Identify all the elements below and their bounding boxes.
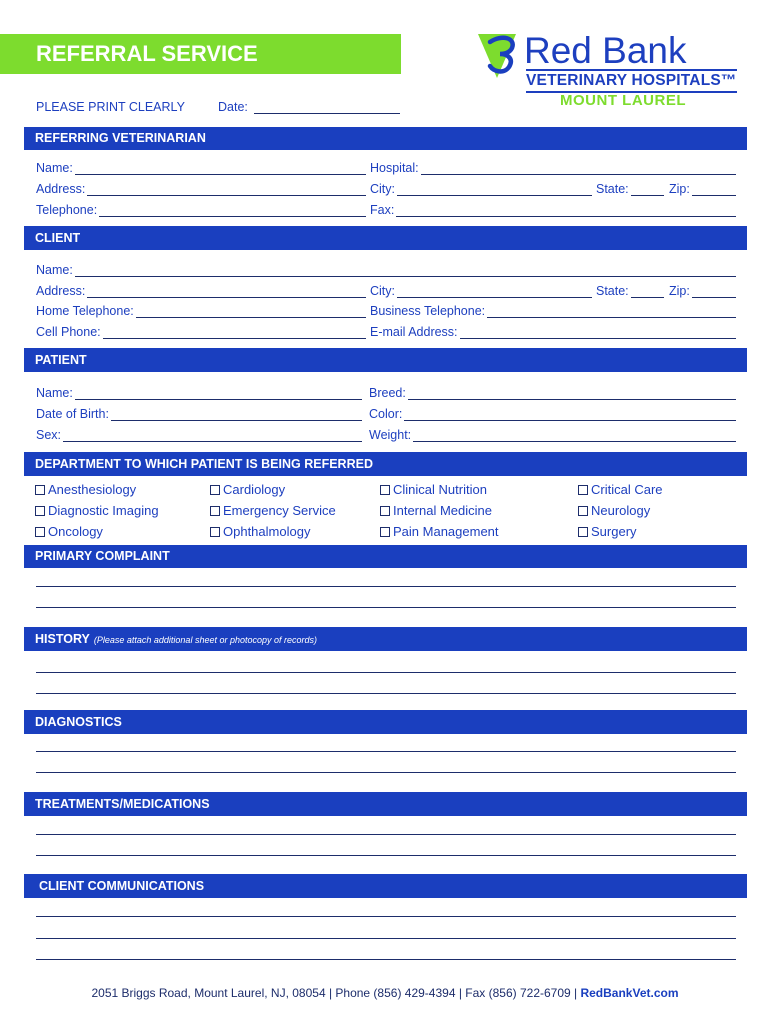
client-state-field[interactable]: [596, 282, 664, 298]
dept-diagnostic-imaging-checkbox[interactable]: [35, 503, 159, 518]
rv-address-field[interactable]: [36, 180, 366, 196]
client-name-label: Name:: [36, 263, 73, 277]
logo-location: MOUNT LAUREL: [560, 92, 686, 109]
client-cell-field[interactable]: [36, 323, 366, 339]
section-primary-complaint: PRIMARY COMPLAINT: [24, 545, 747, 568]
checkbox-icon[interactable]: [578, 485, 588, 495]
rv-city-label: City:: [370, 182, 395, 196]
client-home-tel-label: Home Telephone:: [36, 304, 134, 318]
footer-website-link[interactable]: RedBankVet.com: [580, 986, 679, 1000]
checkbox-icon[interactable]: [578, 527, 588, 537]
dept-clinical-nutrition-checkbox[interactable]: [380, 482, 487, 497]
rv-name-field[interactable]: [36, 159, 366, 175]
section-treatments: TREATMENTS/MEDICATIONS: [24, 792, 747, 816]
client-home-tel-field[interactable]: [36, 302, 366, 318]
section-client-communications: CLIENT COMMUNICATIONS: [24, 874, 747, 898]
rv-city-field[interactable]: [370, 180, 592, 196]
client-address-field[interactable]: [36, 282, 366, 298]
patient-name-label: Name:: [36, 386, 73, 400]
client-zip-label: Zip:: [669, 284, 690, 298]
patient-sex-label: Sex:: [36, 428, 62, 442]
section-diagnostics: DIAGNOSTICS: [24, 710, 747, 734]
section-client: CLIENT: [24, 226, 747, 250]
checkbox-icon[interactable]: [35, 506, 45, 516]
patient-dob-label: Date of Birth:: [36, 407, 109, 421]
treatments-line[interactable]: [36, 855, 736, 856]
history-note: (Please attach additional sheet or photocopy of records): [93, 635, 318, 645]
rv-telephone-label: Telephone:: [36, 203, 98, 217]
patient-sex-field[interactable]: [36, 426, 362, 442]
diagnostics-line[interactable]: [36, 751, 736, 752]
client-cell-label: Cell Phone:: [36, 325, 101, 339]
form-title: REFERRAL SERVICE: [0, 34, 401, 74]
client-city-label: City:: [370, 284, 395, 298]
rv-telephone-field[interactable]: [36, 201, 366, 217]
checkbox-icon[interactable]: [210, 506, 220, 516]
client-state-label: State:: [596, 284, 629, 298]
client-address-label: Address:: [36, 284, 86, 298]
dept-cardiology-checkbox[interactable]: [210, 482, 285, 497]
client-comm-line[interactable]: [36, 959, 736, 960]
section-history: [24, 627, 747, 651]
dept-label: Neurology: [591, 503, 651, 518]
footer: [0, 986, 770, 1000]
rv-zip-field[interactable]: [669, 180, 736, 196]
client-business-tel-field[interactable]: [370, 302, 736, 318]
dept-anesthesiology-checkbox[interactable]: [35, 482, 136, 497]
date-label: Date:: [218, 100, 248, 114]
rv-state-field[interactable]: [596, 180, 664, 196]
dept-label: Surgery: [591, 524, 637, 539]
treatments-line[interactable]: [36, 834, 736, 835]
checkbox-icon[interactable]: [35, 527, 45, 537]
checkbox-icon[interactable]: [380, 485, 390, 495]
rv-state-label: State:: [596, 182, 629, 196]
dept-ophthalmology-checkbox[interactable]: [210, 524, 310, 539]
rv-zip-label: Zip:: [669, 182, 690, 196]
dept-oncology-checkbox[interactable]: [35, 524, 103, 539]
patient-name-field[interactable]: [36, 384, 362, 400]
primary-complaint-line[interactable]: [36, 586, 736, 587]
dept-emergency-service-checkbox[interactable]: [210, 503, 336, 518]
dept-label: Critical Care: [591, 482, 663, 497]
section-department: DEPARTMENT TO WHICH PATIENT IS BEING REFERRED: [24, 452, 747, 476]
client-zip-field[interactable]: [669, 282, 736, 298]
client-city-field[interactable]: [370, 282, 592, 298]
client-business-tel-label: Business Telephone:: [370, 304, 486, 318]
rv-name-label: Name:: [36, 161, 73, 175]
dept-pain-management-checkbox[interactable]: [380, 524, 499, 539]
print-clearly-note: PLEASE PRINT CLEARLY: [36, 100, 185, 114]
history-line[interactable]: [36, 672, 736, 673]
dept-label: Internal Medicine: [393, 503, 492, 518]
client-name-field[interactable]: [36, 261, 736, 277]
patient-color-label: Color:: [369, 407, 403, 421]
footer-contact: 2051 Briggs Road, Mount Laurel, NJ, 08054 | Phone (856) 429-4394 | Fax (856) 722-6709 |: [91, 986, 581, 1000]
section-patient: PATIENT: [24, 348, 747, 372]
client-comm-line[interactable]: [36, 938, 736, 939]
rv-fax-label: Fax:: [370, 203, 395, 217]
checkbox-icon[interactable]: [210, 485, 220, 495]
dept-internal-medicine-checkbox[interactable]: [380, 503, 492, 518]
dept-label: Clinical Nutrition: [393, 482, 487, 497]
checkbox-icon[interactable]: [380, 527, 390, 537]
dept-label: Emergency Service: [223, 503, 336, 518]
rv-hospital-label: Hospital:: [370, 161, 419, 175]
dept-label: Oncology: [48, 524, 103, 539]
section-referring-vet: REFERRING VETERINARIAN: [24, 127, 747, 150]
dept-neurology-checkbox[interactable]: [578, 503, 650, 518]
dept-label: Anesthesiology: [48, 482, 137, 497]
patient-weight-field[interactable]: [369, 426, 736, 442]
history-line[interactable]: [36, 693, 736, 694]
patient-dob-field[interactable]: [36, 405, 362, 421]
checkbox-icon[interactable]: [35, 485, 45, 495]
red-bank-logo: [474, 30, 737, 110]
dept-label: Ophthalmology: [223, 524, 311, 539]
rv-address-label: Address:: [36, 182, 86, 196]
checkbox-icon[interactable]: [578, 506, 588, 516]
primary-complaint-line[interactable]: [36, 607, 736, 608]
patient-weight-label: Weight:: [369, 428, 412, 442]
date-field[interactable]: [254, 113, 400, 114]
checkbox-icon[interactable]: [380, 506, 390, 516]
logo-mark-icon: [476, 32, 528, 82]
patient-breed-field[interactable]: [369, 384, 736, 400]
history-title: HISTORY: [35, 632, 90, 646]
logo-subtitle: VETERINARY HOSPITALS™: [526, 69, 737, 93]
checkbox-icon[interactable]: [210, 527, 220, 537]
client-email-label: E-mail Address:: [370, 325, 458, 339]
rv-fax-field[interactable]: [370, 201, 736, 217]
patient-breed-label: Breed:: [369, 386, 406, 400]
rv-hospital-field[interactable]: [370, 159, 736, 175]
client-comm-line[interactable]: [36, 916, 736, 917]
dept-label: Pain Management: [393, 524, 499, 539]
dept-critical-care-checkbox[interactable]: [578, 482, 663, 497]
patient-color-field[interactable]: [369, 405, 736, 421]
client-email-field[interactable]: [370, 323, 736, 339]
diagnostics-line[interactable]: [36, 772, 736, 773]
logo-name: Red Bank: [524, 30, 687, 71]
dept-surgery-checkbox[interactable]: [578, 524, 637, 539]
dept-label: Cardiology: [223, 482, 286, 497]
dept-label: Diagnostic Imaging: [48, 503, 159, 518]
